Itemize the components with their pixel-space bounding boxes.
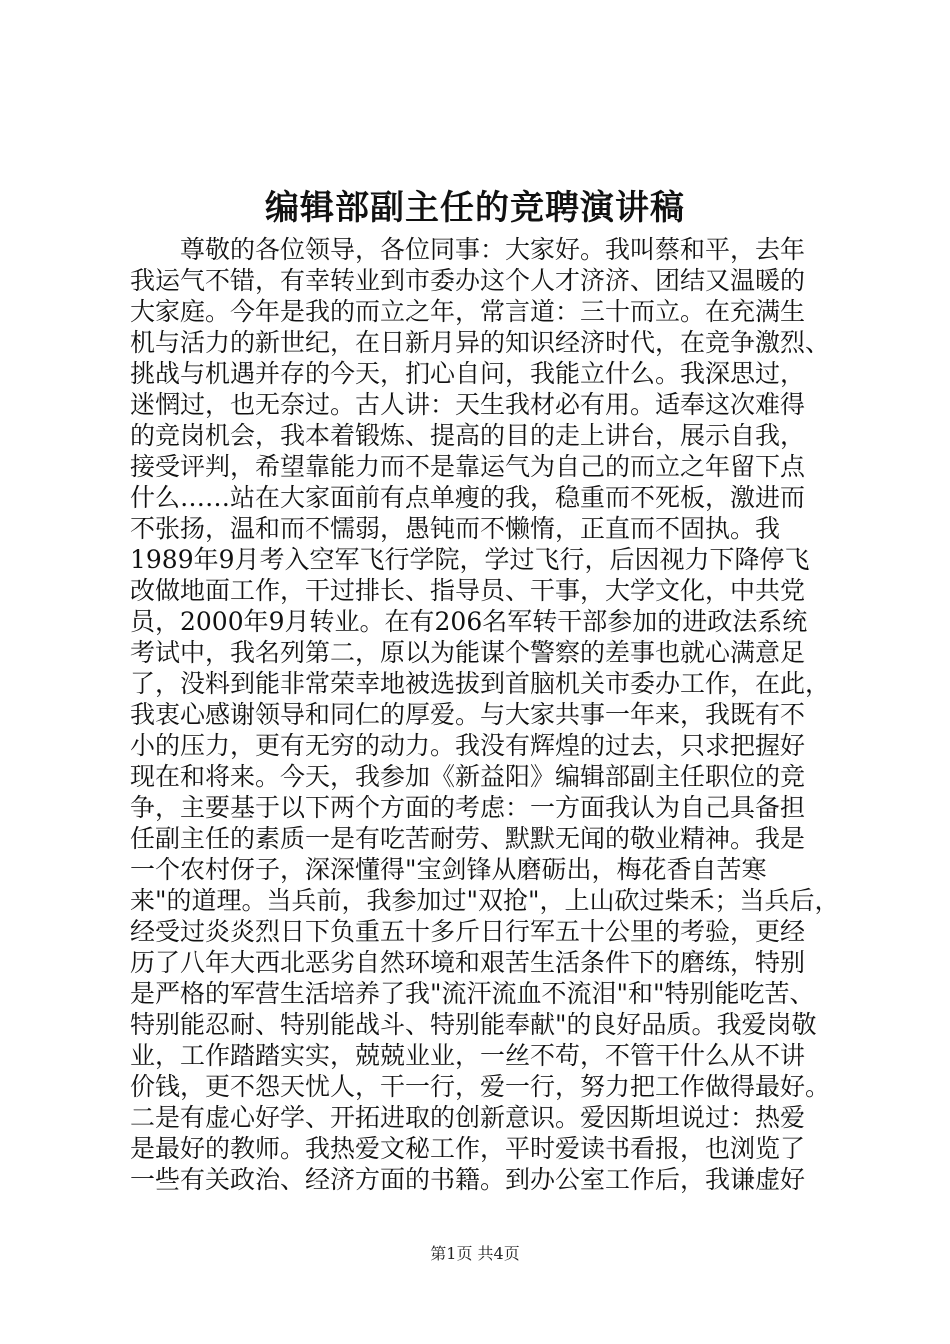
body-line: 来"的道理。当兵前，我参加过"双抢"，上山砍过柴禾；当兵后， (130, 886, 840, 915)
body-line: 机与活力的新世纪，在日新月异的知识经济时代，在竞争激烈、 (130, 328, 831, 357)
body-line: 价钱，更不怨天忧人，干一行，爱一行，努力把工作做得最好。 (130, 1072, 831, 1101)
body-line: 一个农村伢子，深深懂得"宝剑锋从磨砺出，梅花香自苦寒 (130, 855, 767, 884)
document-body (130, 234, 860, 1195)
body-line: 挑战与机遇并存的今天，扪心自问，我能立什么。我深思过， (130, 359, 806, 388)
body-line: 小的压力，更有无穷的动力。我没有辉煌的过去，只求把握好 (130, 731, 806, 760)
body-line: 尊敬的各位领导，各位同事：大家好。我叫蔡和平，去年 (180, 235, 806, 264)
body-line: 历了八年大西北恶劣自然环境和艰苦生活条件下的磨练，特别 (130, 948, 806, 977)
body-line: 二是有虚心好学、开拓进取的创新意识。爱因斯坦说过：热爱 (130, 1103, 806, 1132)
body-line: 不张扬，温和而不懦弱，愚钝而不懒惰，正直而不固执。我 (130, 514, 781, 543)
body-line: 迷惘过，也无奈过。古人讲：天生我材必有用。适奉这次难得 (130, 390, 806, 419)
body-line: 现在和将来。今天，我参加《新益阳》编辑部副主任职位的竞 (130, 762, 806, 791)
body-line: 大家庭。今年是我的而立之年，常言道：三十而立。在充满生 (130, 297, 806, 326)
body-line: 经受过炎炎烈日下负重五十多斤日行军五十公里的考验，更经 (130, 917, 806, 946)
body-line: 什么……站在大家面前有点单瘦的我，稳重而不死板，激进而 (130, 483, 806, 512)
body-line: 是严格的军营生活培养了我"流汗流血不流泪"和"特别能吃苦、 (130, 979, 815, 1008)
body-line: 改做地面工作，干过排长、指导员、干事，大学文化，中共党 (130, 576, 806, 605)
body-line: 一些有关政治、经济方面的书籍。到办公室工作后，我谦虚好 (130, 1165, 806, 1194)
body-line: 员，2000年9月转业。在有206名军转干部参加的进政法系统 (130, 607, 808, 636)
page-footer: 第1页 共4页 (430, 1244, 520, 1263)
body-line: 1989年9月考入空军飞行学院，学过飞行，后因视力下降停飞 (130, 545, 810, 574)
body-line: 了，没料到能非常荣幸地被选拔到首脑机关市委办工作，在此， (130, 669, 831, 698)
body-line: 是最好的教师。我热爱文秘工作，平时爱读书看报，也浏览了 (130, 1134, 806, 1163)
body-line: 接受评判，希望靠能力而不是靠运气为自己的而立之年留下点 (130, 452, 806, 481)
body-line: 我运气不错，有幸转业到市委办这个人才济济、团结又温暖的 (130, 266, 806, 295)
body-line: 考试中，我名列第二，原以为能谋个警察的差事也就心满意足 (130, 638, 806, 667)
body-line: 特别能忍耐、特别能战斗、特别能奉献"的良好品质。我爱岗敬 (130, 1010, 817, 1039)
body-line: 争，主要基于以下两个方面的考虑：一方面我认为自己具备担 (130, 793, 806, 822)
body-line: 的竞岗机会，我本着锻炼、提高的目的走上讲台，展示自我， (130, 421, 806, 450)
body-line: 我衷心感谢领导和同仁的厚爱。与大家共事一年来，我既有不 (130, 700, 806, 729)
document-title: 编辑部副主任的竞聘演讲稿 (265, 188, 685, 228)
body-line: 业，工作踏踏实实，兢兢业业，一丝不苟，不管干什么从不讲 (130, 1041, 806, 1070)
body-line: 任副主任的素质一是有吃苦耐劳、默默无闻的敬业精神。我是 (130, 824, 806, 853)
